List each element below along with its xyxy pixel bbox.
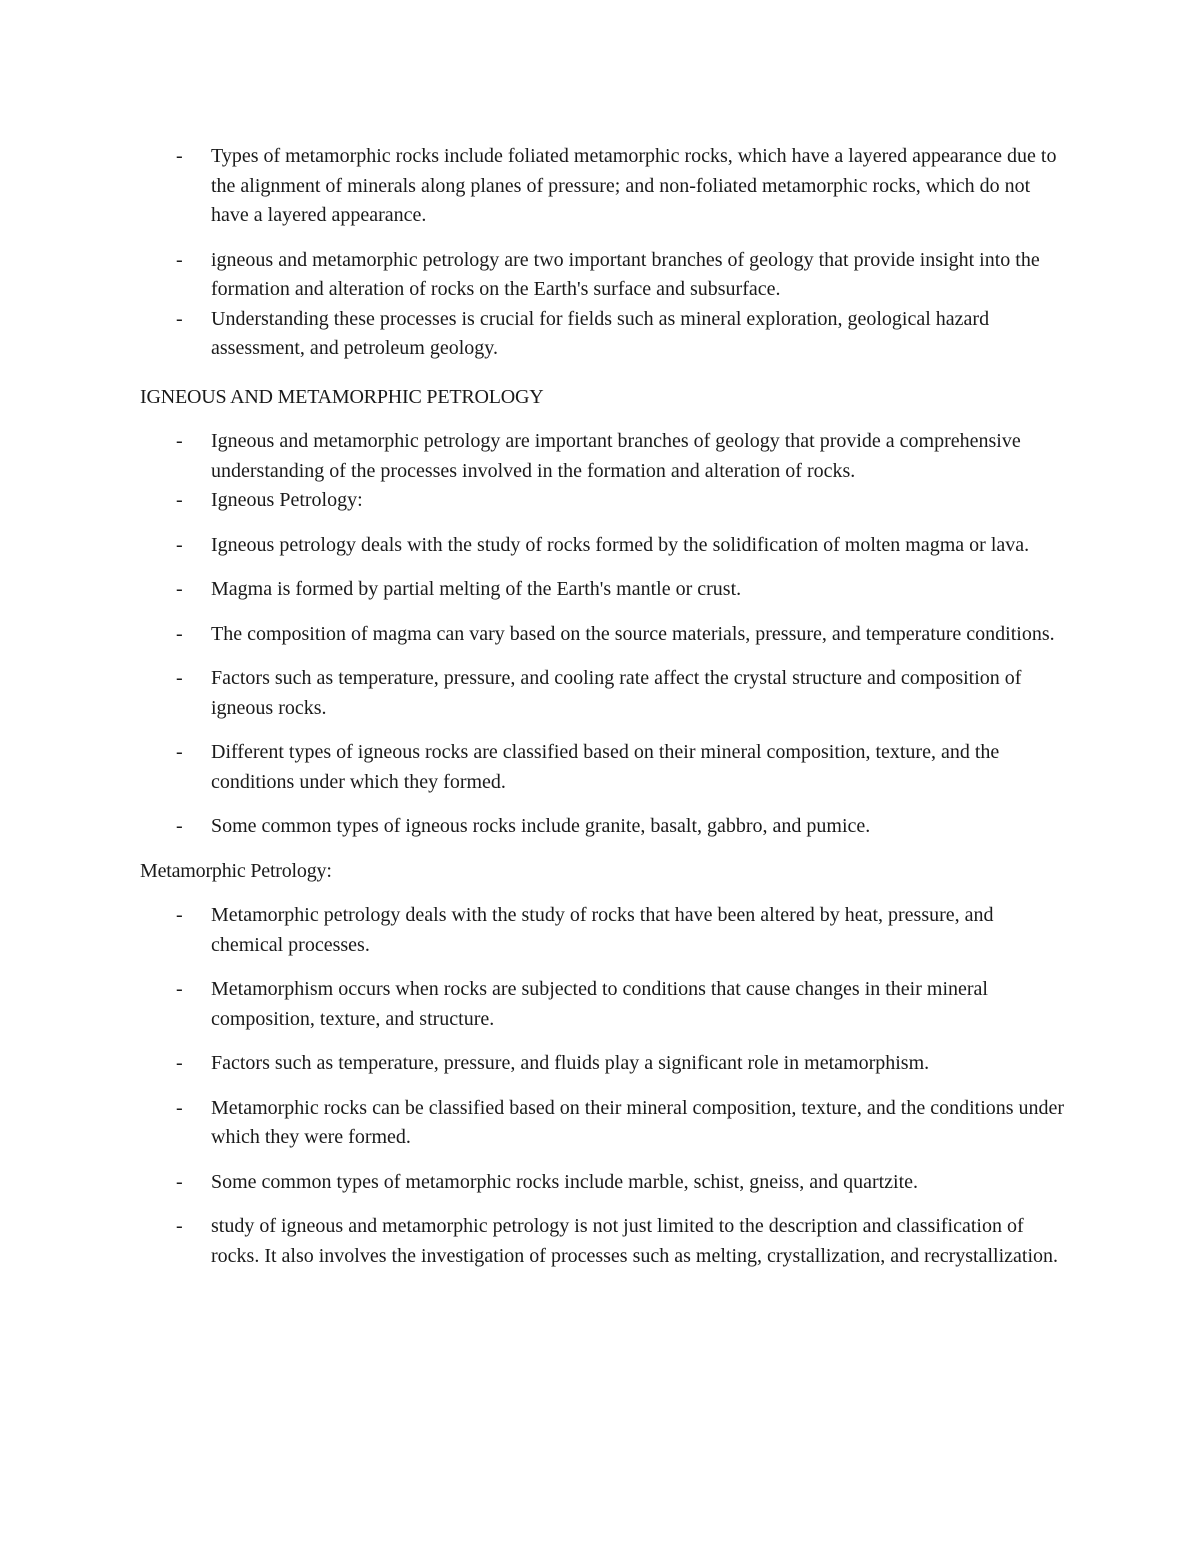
list-item: - Some common types of metamorphic rocks include marble, schist, gneiss, and quartzite. [140, 1168, 1065, 1198]
list-item: - igneous and metamorphic petrology are two important branches of geology that provide insight into the formation and alteration of rocks on the Earth's surface and subsurface. [140, 246, 1065, 305]
list-item: - Factors such as temperature, pressure, and cooling rate affect the crystal structure and composition of igneous rocks. [140, 664, 1065, 723]
list-item: - Factors such as temperature, pressure, and fluids play a significant role in metamorphism. [140, 1049, 1065, 1079]
igneous-list [140, 427, 1065, 842]
list-item: - study of igneous and metamorphic petrology is not just limited to the description and classification of rocks. It also involves the investigation of processes such as melting, crystallization, and recrystallization. [140, 1212, 1065, 1271]
section-heading-igneous-metamorphic: IGNEOUS AND METAMORPHIC PETROLOGY [140, 385, 544, 408]
intro-list [140, 142, 1065, 364]
list-item: - Metamorphic petrology deals with the study of rocks that have been altered by heat, pressure, and chemical processes. [140, 901, 1065, 960]
list-item: - The composition of magma can vary based on the source materials, pressure, and temperature conditions. [140, 620, 1065, 650]
list-item: - Metamorphic rocks can be classified based on their mineral composition, texture, and the conditions under which they were formed. [140, 1094, 1065, 1153]
list-item: - Some common types of igneous rocks include granite, basalt, gabbro, and pumice. [140, 812, 1065, 842]
metamorphic-list [140, 901, 1065, 1271]
list-item: - Igneous Petrology: [140, 486, 1065, 516]
section-heading-metamorphic: Metamorphic Petrology: [140, 859, 332, 882]
list-item: - Igneous petrology deals with the study of rocks formed by the solidification of molten magma or lava. [140, 531, 1065, 561]
document-body [140, 142, 1065, 1271]
list-item: - Types of metamorphic rocks include foliated metamorphic rocks, which have a layered appearance due to the alignment of minerals along planes of pressure; and non-foliated metamorphic rocks, which do not have a layered appearance. [140, 142, 1065, 231]
list-item: - Metamorphism occurs when rocks are subjected to conditions that cause changes in their mineral composition, texture, and structure. [140, 975, 1065, 1034]
list-item: - Understanding these processes is crucial for fields such as mineral exploration, geological hazard assessment, and petroleum geology. [140, 305, 1065, 364]
list-item: - Igneous and metamorphic petrology are important branches of geology that provide a comprehensive understanding of the processes involved in the formation and alteration of rocks. [140, 427, 1065, 486]
list-item: - Different types of igneous rocks are classified based on their mineral composition, texture, and the conditions under which they formed. [140, 738, 1065, 797]
list-item: - Magma is formed by partial melting of the Earth's mantle or crust. [140, 575, 1065, 605]
